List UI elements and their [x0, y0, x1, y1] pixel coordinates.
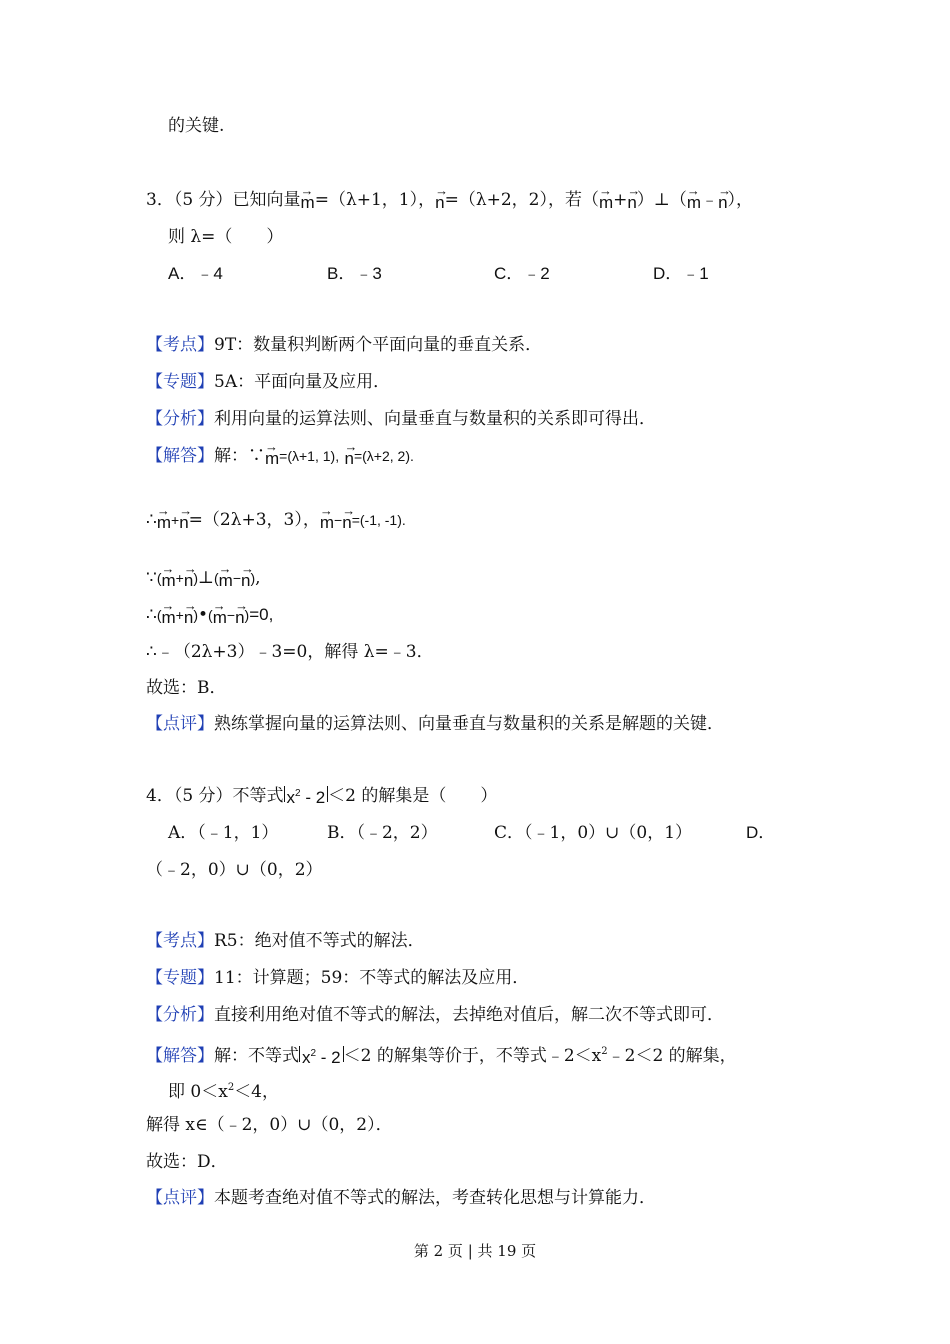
kaodian-label: 【考点】	[146, 335, 214, 355]
q3-option-b: B．﹣3	[327, 264, 382, 283]
fenxi-label: 【分析】	[146, 1005, 214, 1025]
q4-zhuanti	[146, 966, 529, 990]
dot-sign: •	[198, 605, 209, 625]
q4-step3: 解得 x∈（﹣2，0）∪（0，2）．	[146, 1115, 393, 1135]
q3-kaodian	[146, 333, 542, 357]
plus-sign: +	[171, 512, 180, 528]
step3-because: ∵	[146, 568, 157, 588]
abs-tail: - 2	[300, 788, 326, 807]
kaodian-label: 【考点】	[146, 931, 214, 951]
dianping-label: 【点评】	[146, 714, 214, 734]
square: 2	[601, 1046, 608, 1057]
jie-n-val: =(λ+2, 2).	[353, 448, 414, 464]
q3-answer: 故选：B．	[146, 678, 227, 698]
q3-stem-b: =（λ+1，1），	[314, 190, 436, 210]
q3-minus: ﹣	[701, 190, 719, 210]
q3-step4: ∴(→ m+→ n)•(→ m−→ n)=0,	[146, 603, 273, 627]
q4-jieda	[146, 1040, 737, 1068]
vector-m: → m	[219, 567, 233, 589]
abs-x: x	[286, 788, 296, 807]
vector-n: → n	[241, 567, 250, 589]
q3-stem-e: ），	[727, 190, 754, 210]
q4-stem-a: 4．（5 分）不等式	[146, 786, 284, 806]
square: 2	[310, 1048, 317, 1059]
step2-a: 即 0＜x	[168, 1082, 228, 1102]
step2-diff: =(-1, -1).	[351, 512, 406, 528]
vector-m: → m	[162, 567, 176, 589]
vector-n: → n	[627, 189, 636, 211]
step4-therefore: ∴	[146, 605, 157, 625]
vector-m: → m	[301, 189, 315, 211]
vector-m: → m	[687, 189, 701, 211]
dianping-label: 【点评】	[146, 1188, 214, 1208]
vector-n: → n	[184, 604, 193, 626]
q4-step2	[168, 1076, 279, 1104]
kaodian-text: 9T：数量积判断两个平面向量的垂直关系．	[214, 335, 543, 355]
zhuanti-text: 11：计算题；59：不等式的解法及应用．	[214, 968, 530, 988]
vector-m: → m	[265, 445, 279, 467]
q4-option-b: B．（﹣2，2）	[327, 823, 438, 843]
zhuanti-text: 5A：平面向量及应用．	[214, 372, 391, 392]
q3-zhuanti	[146, 370, 390, 394]
plus-sign: +	[175, 607, 184, 623]
q4-option-d-value: （﹣2，0）∪（0，2）	[146, 860, 323, 880]
plus-sign: +	[175, 570, 184, 586]
vector-m: → m	[599, 189, 613, 211]
step3-comma: ,	[255, 568, 261, 588]
q4-option-a: A．（﹣1，1）	[168, 823, 279, 843]
q3-step3: ∵(→ m+→ n)⊥(→ m−→ n),	[146, 566, 261, 590]
vector-n: → n	[342, 509, 351, 531]
step2-sum: =（2λ+3，3），	[188, 510, 320, 530]
vector-n: → n	[345, 445, 354, 467]
dianping-text: 本题考查绝对值不等式的解法，考查转化思想与计算能力．	[214, 1188, 656, 1208]
minus-sign: −	[232, 570, 242, 586]
q4-kaodian	[146, 929, 425, 953]
minus-sign: −	[334, 512, 343, 528]
vector-n: → n	[235, 604, 244, 626]
q3-dianping	[146, 712, 724, 736]
vector-n: → n	[718, 189, 727, 211]
q4-stem-b: ＜2 的解集是（ ）	[328, 786, 498, 806]
q3-plus: +	[613, 190, 628, 210]
q4-dianping	[146, 1186, 656, 1210]
vector-m: → m	[162, 604, 176, 626]
abs-tail: - 2	[316, 1048, 341, 1067]
jie-b: ＜2 的解集等价于，不等式﹣2＜x	[343, 1046, 602, 1066]
q3-option-c: C．﹣2	[494, 264, 550, 283]
zhuanti-label: 【专题】	[146, 372, 214, 392]
q4-option-c: C．（﹣1，0）∪（0，1）	[494, 823, 693, 843]
q3-stem-c: =（λ+2，2），若（	[444, 190, 599, 210]
dianping-text: 熟练掌握向量的运算法则、向量垂直与数量积的关系是解题的关键．	[214, 714, 724, 734]
vector-n: → n	[184, 567, 193, 589]
q3-jieda	[146, 444, 414, 468]
square: 2	[295, 788, 301, 799]
intro-tail: 的关键.	[168, 116, 225, 136]
vector-m: → m	[157, 509, 171, 531]
jie-a: 解：不等式	[214, 1046, 299, 1066]
page-footer: 第 2 页 | 共 19 页	[413, 1242, 537, 1260]
q4-stem	[146, 784, 497, 808]
q3-step2	[146, 508, 406, 532]
jieda-label: 【解答】	[146, 446, 214, 466]
perp-sign: ⊥	[198, 568, 214, 588]
q3-option-d: D．﹣1	[653, 264, 709, 283]
square: 2	[227, 1082, 235, 1093]
kaodian-text: R5：绝对值不等式的解法．	[214, 931, 425, 951]
step2-therefore: ∴	[146, 510, 157, 530]
q4-option-d: D．	[746, 823, 776, 842]
fenxi-label: 【分析】	[146, 409, 214, 429]
q3-stem-line2: 则 λ=（ ）	[168, 227, 284, 247]
q3-stem	[146, 188, 753, 212]
jieda-label: 【解答】	[146, 1046, 214, 1066]
vector-n: → n	[179, 509, 188, 531]
vector-m: → m	[320, 509, 334, 531]
q3-stem-a: 3．（5 分）已知向量	[146, 190, 301, 210]
vector-m: → m	[213, 604, 227, 626]
q4-answer: 故选：D．	[146, 1152, 228, 1172]
jie-c: ﹣2＜2 的解集，	[607, 1046, 737, 1066]
abs-x: x	[302, 1048, 311, 1067]
minus-sign: −	[226, 607, 236, 623]
fenxi-text: 利用向量的运算法则、向量垂直与数量积的关系即可得出．	[214, 409, 656, 429]
step4-eq: =0,	[249, 605, 274, 624]
vector-n: → n	[435, 189, 444, 211]
abs-expression	[299, 1046, 344, 1067]
q3-fenxi	[146, 407, 656, 431]
jie-m-val: =(λ+1, 1),	[279, 448, 340, 464]
abs-expression	[284, 786, 329, 807]
q3-stem-d: ）⊥（	[636, 190, 687, 210]
q3-option-a: A．﹣4	[168, 264, 223, 283]
fenxi-text: 直接利用绝对值不等式的解法，去掉绝对值后，解二次不等式即可．	[214, 1005, 724, 1025]
step2-b: ＜4，	[234, 1082, 280, 1102]
q3-step5: ∴﹣（2λ+3）﹣3=0，解得 λ=﹣3．	[146, 642, 434, 662]
zhuanti-label: 【专题】	[146, 968, 214, 988]
jie-text: 解：∵	[214, 446, 265, 466]
q4-fenxi	[146, 1003, 724, 1027]
